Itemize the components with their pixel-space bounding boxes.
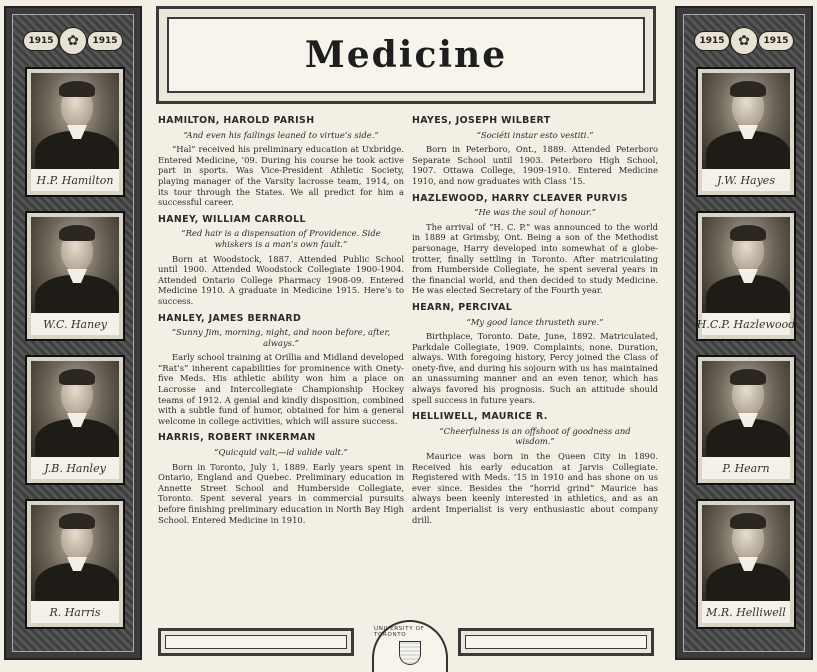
entry-motto: “And even his failings leaned to virtue’s side.” [183, 129, 379, 140]
portrait-hamilton [25, 67, 125, 197]
entry-motto: “Red hair is a dispensation of Providence. Side whiskers is a man’s own fault.” [181, 228, 381, 249]
left-crest [17, 19, 129, 63]
entry-motto: “Cheerfulness is an offshoot of goodness and wisdom.” [439, 425, 631, 447]
entry-name: HARRIS, ROBERT INKERMAN [158, 432, 316, 444]
portrait-hayes [696, 67, 796, 197]
entry-name: HANLEY, JAMES BERNARD [158, 312, 302, 324]
entry-bio: Maurice was born in the Queen City in 1890. Received his early education at Jarvis Collegiate. Registered with Meds. ’15 in 1910 and has shone on us ever since. Besides the “horrid grind” Maurice has always been keenly interested in athletics, and as an ardent Imperialist is very enthusiastic about company drill. [412, 451, 658, 525]
portrait-photo [702, 361, 790, 457]
portrait-hanley [25, 355, 125, 485]
right-crest [688, 19, 800, 63]
footer-bar-right [458, 628, 654, 656]
entry-name: HELLIWELL, MAURICE R. [412, 411, 548, 423]
title-inner [167, 17, 645, 93]
crest-year-badge: 1915 [87, 31, 123, 51]
biography-entry [412, 194, 658, 296]
portrait-photo [31, 361, 119, 457]
university-seal [372, 620, 448, 672]
portrait-signature: J.W. Hayes [702, 169, 790, 191]
entry-name: HAMILTON, HAROLD PARISH [158, 115, 315, 126]
left-column-frame [12, 14, 134, 652]
entry-motto: “Quicquid valt,—id valide valt.” [214, 447, 348, 458]
portrait-photo [702, 217, 790, 313]
seal-shield-icon [399, 641, 421, 665]
biography-entry [158, 116, 404, 208]
portrait-photo [702, 505, 790, 601]
portrait-hearn [696, 355, 796, 485]
entry-name: HANEY, WILLIAM CARROLL [158, 213, 306, 225]
portrait-signature: R. Harris [31, 601, 119, 623]
page-title: Medicine [304, 34, 508, 76]
left-portrait-column [4, 6, 142, 660]
right-text-column [412, 116, 658, 532]
footer-ornament [152, 620, 668, 660]
footer-bar-left [158, 628, 354, 656]
entry-name: HAYES, JOSEPH WILBERT [412, 115, 551, 126]
entry-bio: Early school training at Orillia and Midland developed “Rat’s” inherent capabilities for prominence with Onety-five Meds. His athletic ability won him a place on Lacrosse and Intercollegiate Championship Hockey teams of 1912. A genial and kindly disposition, combined with a subtle fund of humor, obtained for him a general welcome in college activities, which will assure success. [158, 352, 404, 426]
entry-name: HEARN, PERCIVAL [412, 301, 513, 313]
biography-entry [158, 215, 404, 307]
biography-entry [412, 412, 658, 525]
right-column-frame [683, 14, 805, 652]
entry-motto: “My good lance thrusteth sure.” [466, 316, 604, 327]
portrait-hazlewood [696, 211, 796, 341]
crest-emblem-icon: ✿ [59, 27, 87, 55]
title-frame [156, 6, 656, 104]
biography-entry [412, 116, 658, 187]
crest-year-badge: 1915 [23, 31, 59, 51]
biography-entry [158, 314, 404, 427]
portrait-signature: M.R. Helliwell [702, 601, 790, 623]
main-content [152, 6, 668, 660]
portrait-photo [702, 73, 790, 169]
portrait-photo [31, 217, 119, 313]
entry-bio: Born at Woodstock, 1887. Attended Public School until 1900. Attended Woodstock Collegiate 1900-1904. Attended Ontario College Pharmacy 1908-09. Entered Medicine 1910. A graduate in Medicine 1915. Here’s to success. [158, 253, 404, 306]
portrait-signature: H.P. Hamilton [31, 169, 119, 191]
crest-year-badge: 1915 [694, 31, 730, 51]
entry-bio: The arrival of “H. C. P.” was announced to the world in 1889 at Grimsby, Ont. Being a son of the Methodist parsonage, Harry developed into somewhat of a globe-trotter, finally settling in Toronto. After matriculating from Humberside Collegiate, he spent several years in the financial world, and then decided to study Medicine. He was elected Secretary of the Fourth year. [412, 221, 658, 296]
entry-motto: “He was the soul of honour.” [474, 207, 596, 218]
left-text-column [158, 116, 404, 532]
entry-bio: Birthplace, Toronto. Date, June, 1892. Matriculated, Parkdale Collegiate, 1909. Complaints, none. Duration, always. With foregoing history, Percy joined the Class of onety-five, and during his sojourn with us has maintained an unassuming manner and an even tenor, which has always favored his prognosis. Such an attitude should spell success in future years. [412, 331, 658, 405]
seal-text: UNIVERSITY OF TORONTO [374, 626, 425, 638]
portrait-signature: J.B. Hanley [31, 457, 119, 479]
portrait-signature: P. Hearn [702, 457, 790, 479]
entry-name: HAZLEWOOD, HARRY CLEAVER PURVIS [412, 192, 628, 204]
portrait-photo [31, 505, 119, 601]
portrait-helliwell [696, 499, 796, 629]
portrait-haney [25, 211, 125, 341]
portrait-signature: H.C.P. Hazlewood [702, 313, 790, 335]
crest-emblem-icon: ✿ [730, 27, 758, 55]
entry-bio: “Hal” received his preliminary education at Uxbridge. Entered Medicine, ’09. During his course he took active part in sports. Was Vice-President Athletic Society, playing manager of the Varsity lacrosse team, 1914, on its tour through the States. We all predict for him a successful career. [158, 144, 404, 208]
entry-motto: “Sociéti instar esto vestiti.” [476, 129, 594, 140]
crest-year-badge: 1915 [758, 31, 794, 51]
entry-motto: “Sunny Jim, morning, night, and noon before, after, always.” [171, 327, 391, 348]
entry-bio: Born in Peterboro, Ont., 1889. Attended Peterboro Separate School until 1903. Peterboro High School, 1907. Ottawa College, 1909-1910. Entered Medicine 1910, and now graduates with Class ’15. [412, 144, 658, 186]
portrait-signature: W.C. Haney [31, 313, 119, 335]
biography-entry [412, 303, 658, 405]
portrait-harris [25, 499, 125, 629]
biography-entry [158, 433, 404, 525]
entry-bio: Born in Toronto, July 1, 1889. Early years spent in Ontario, England and Quebec. Preliminary education in Annette Street School and Humberside Collegiate, Toronto. Spent several years in commercial pursuits before finishing preliminary education in North Bay High School. Entered Medicine in 1910. [158, 461, 404, 525]
portrait-photo [31, 73, 119, 169]
right-portrait-column [675, 6, 813, 660]
